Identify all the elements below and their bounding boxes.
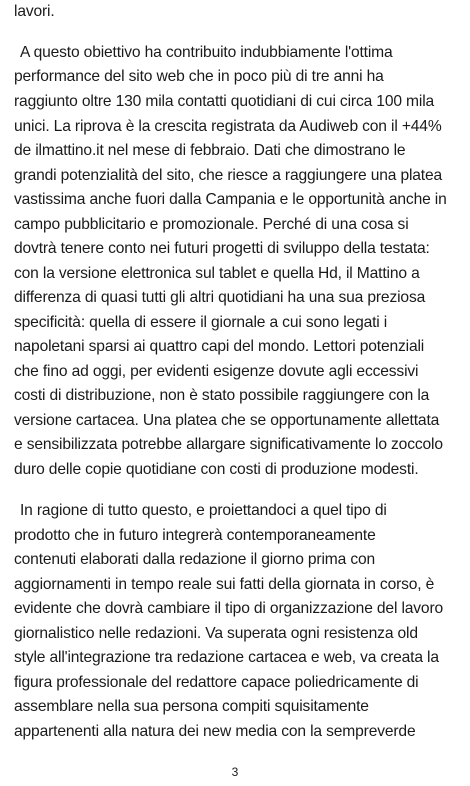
text-line: differenza di quasi tutti gli altri quotidiani ha una sua preziosa xyxy=(14,289,426,306)
text-line: grandi potenzialità del sito, che riesce a raggiungere una platea xyxy=(14,167,443,184)
text-line: figura professionale del redattore capace poliedricamente di xyxy=(14,674,419,691)
text-line: contenuti elaborati dalla redazione il giorno prima con xyxy=(14,551,376,568)
text-line: aggiornamenti in tempo reale sui fatti della giornata in corso, è xyxy=(14,576,435,593)
text-line: napoletani sparsi ai quattro capi del mondo. Lettori potenziali xyxy=(14,338,425,355)
text-line: evidente che dovrà cambiare il tipo di organizzazione del lavoro xyxy=(14,600,444,617)
text-line: assemblare nella sua persona compiti squisitamente xyxy=(14,698,369,715)
text-line: campo pubblicitario e promozionale. Perché di una cosa si xyxy=(14,216,409,233)
text-line: raggiunto oltre 130 mila contatti quotidiani di cui circa 100 mila xyxy=(14,93,435,110)
text-line: duro delle copie quotidiane con costi di produzione modesti. xyxy=(14,461,419,478)
text-line: unici. La riprova è la crescita registrata da Audiweb con il +44% xyxy=(14,118,442,135)
text-line: vastissima anche fuori dalla Campania e le opportunità anche in xyxy=(14,191,447,208)
text-line: In ragione di tutto questo, e proiettandoci a quel tipo di xyxy=(20,502,387,519)
text-line: prodotto che in futuro integrerà contemporaneamente xyxy=(14,527,376,544)
text-line: che fino ad oggi, per evidenti esigenze dovute agli eccessivi xyxy=(14,363,419,380)
text-line: versione cartacea. Una platea che se opportunamente allettata xyxy=(14,412,440,429)
text-line: performance del sito web che in poco più di tre anni ha xyxy=(14,68,384,85)
text-line: style all'integrazione tra redazione cartacea e web, va creata la xyxy=(14,649,439,666)
text-line: A questo obiettivo ha contribuito indubbiamente l'ottima xyxy=(20,44,393,61)
text-line: specificità: quella di essere il giornale a cui sono legati i xyxy=(14,314,388,331)
text-line: giornalistico nelle redazioni. Va superata ogni resistenza old xyxy=(14,625,418,642)
page-number: 3 xyxy=(231,765,239,779)
text-line: de ilmattino.it nel mese di febbraio. Dati che dimostrano le xyxy=(14,142,406,159)
text-line: appartenenti alla natura dei new media con la sempreverde xyxy=(14,723,416,740)
text-line: dovtrà tenere conto nei futuri progetti di sviluppo della testata: xyxy=(14,240,430,257)
text-line: lavori. xyxy=(14,3,55,20)
text-line: costi di distribuzione, non è stato possibile raggiungere con la xyxy=(14,387,430,404)
text-line: con la versione elettronica sul tablet e quella Hd, il Mattino a xyxy=(14,265,420,282)
text-line: e sensibilizzata potrebbe allargare significativamente lo zoccolo xyxy=(14,436,443,453)
